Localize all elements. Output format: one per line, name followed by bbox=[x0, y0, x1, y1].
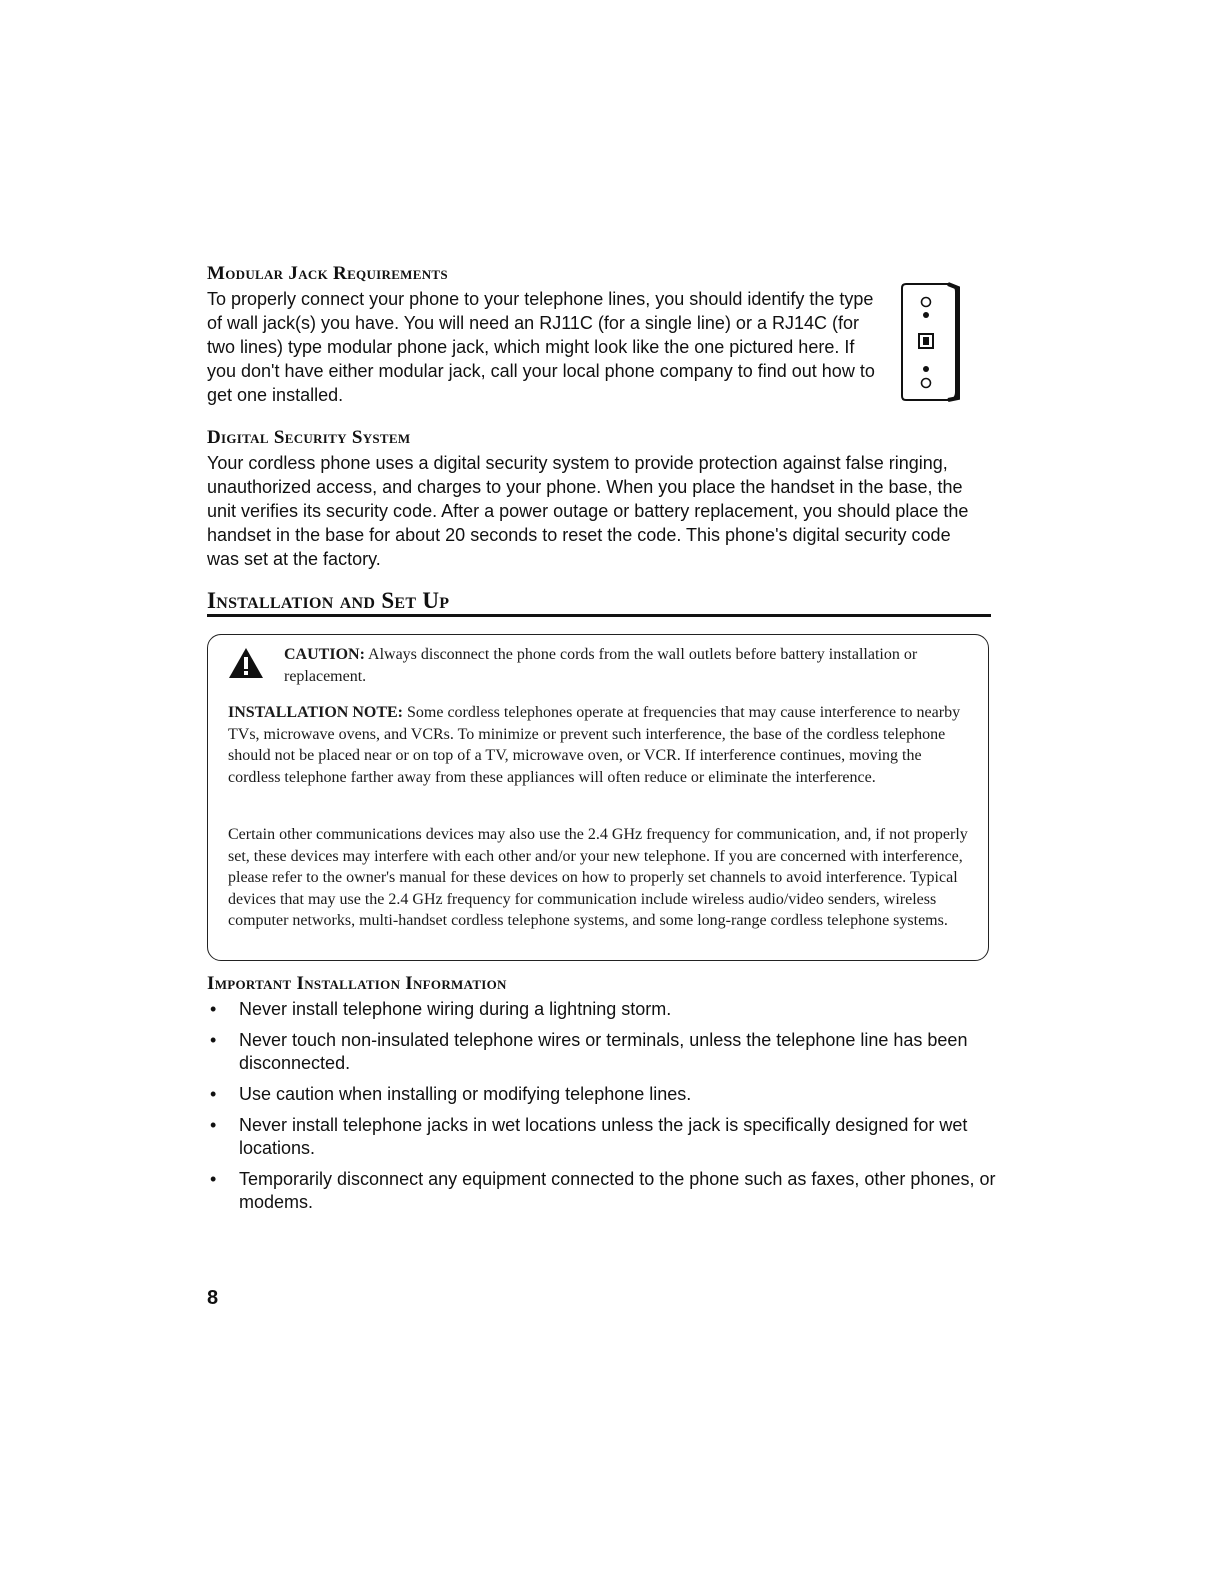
caution-body: Always disconnect the phone cords from the wall outlets before battery installation or replacement. bbox=[284, 646, 918, 685]
installation-note-body: Some cordless telephones operate at frequencies that may cause interference to nearby TVs, microwave ovens, and VCRs. To minimize or prevent such interference, the base of the cordless telephone should not be placed near or on top of a TV, microwave oven, or VCR. If interference continues, moving the cordless telephone farther away from these appliances will often reduce or eliminate the interference. bbox=[228, 704, 961, 786]
caution-label: CAUTION: bbox=[284, 646, 365, 663]
important-info-list bbox=[207, 998, 997, 1222]
page-number: 8 bbox=[207, 1287, 219, 1309]
installation-note bbox=[228, 702, 978, 788]
list-item: • Use caution when installing or modifying telephone lines. bbox=[207, 1083, 997, 1106]
modular-jack-paragraph: To properly connect your phone to your telephone lines, you should identify the type of wall jack(s) you have. You will need an RJ11C (for a single line) or a RJ14C (for two lines) type modular phone jack, which might look like the one pictured here. If you don't have either modular jack, call your local phone company to find out how to get one installed. bbox=[207, 289, 875, 405]
interference-paragraph: Certain other communications devices may also use the 2.4 GHz frequency for communication, and, if not properly set, these devices may interfere with each other and/or your new telephone. If you are concerned with interference, please refer to the owner's manual for these devices on how to properly set channels to avoid interference. Typical devices that may use the 2.4 GHz frequency for communication include wireless audio/video senders, wireless computer networks, multi-handset cordless telephone systems, and some long-range cordless telephone systems. bbox=[228, 826, 968, 929]
modular-jack-heading: Modular Jack Requirements bbox=[207, 263, 448, 284]
installation-heading: Installation and Set Up bbox=[207, 588, 450, 613]
caution-text bbox=[284, 644, 974, 687]
digital-security-heading: Digital Security System bbox=[207, 427, 411, 448]
list-item: • Never install telephone wiring during a lightning storm. bbox=[207, 998, 997, 1021]
section-divider bbox=[207, 614, 991, 617]
caution-box bbox=[207, 634, 989, 961]
warning-triangle-icon bbox=[228, 647, 264, 679]
list-item: • Never touch non-insulated telephone wires or terminals, unless the telephone line has been disconnected. bbox=[207, 1029, 997, 1075]
digital-security-paragraph: Your cordless phone uses a digital security system to provide protection against false ringing, unauthorized access, and charges to your phone. When you place the handset in the base, the unit verifies its security code. After a power outage or battery replacement, you should place the handset in the base for about 20 seconds to reset the code. This phone's digital security code was set at the factory. bbox=[207, 453, 969, 569]
important-info-heading: Important Installation Information bbox=[207, 973, 507, 994]
list-item: • Temporarily disconnect any equipment connected to the phone such as faxes, other phones, or modems. bbox=[207, 1168, 997, 1214]
installation-note-label: INSTALLATION NOTE: bbox=[228, 704, 403, 721]
wall-jack-icon bbox=[896, 282, 962, 404]
list-item: • Never install telephone jacks in wet locations unless the jack is specifically designed for wet locations. bbox=[207, 1114, 997, 1160]
